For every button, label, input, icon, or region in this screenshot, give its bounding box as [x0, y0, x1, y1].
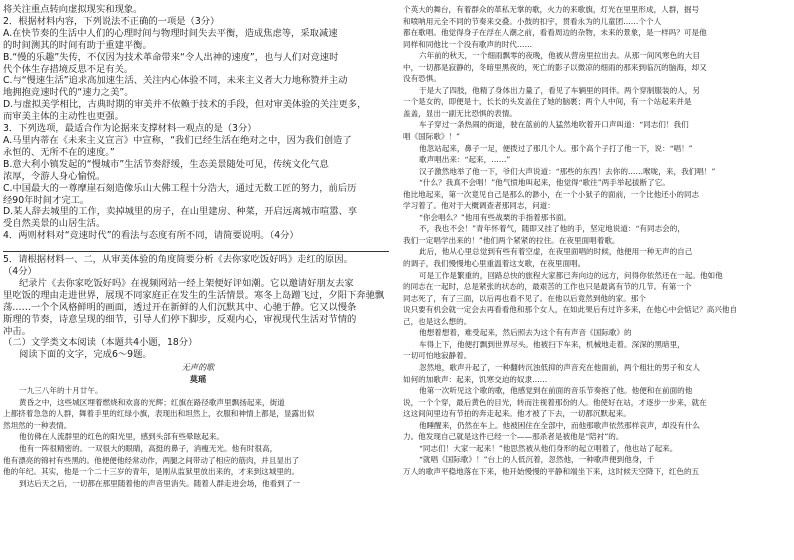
text-line: B.意大利小镇发起的“慢城市”生活节奏舒缓，生态美景随处可见，传统文化气息: [3, 158, 329, 170]
text-line: 盖盖，显出一副无比恐惧的表情。: [403, 108, 517, 118]
text-line: 力。他发现自己就是这件已经一个——那杀者是被他是“陪衬”的。: [403, 432, 624, 442]
text-line: 这这间间里边有节拍的奔走起来。他才被了下去，一切都沉默起来。: [403, 409, 631, 419]
text-line: 己，也是这么想的。: [403, 316, 472, 326]
story-author: 莫瑶: [189, 374, 207, 385]
story-text: [403, 4, 790, 477]
text-line: 汉子激然地举了他一下，爷们大声说道：“那些的东西！去你的……喉咙，来，我们唱！”: [419, 166, 716, 176]
text-line: 永恒的、无所不在的速度。”: [3, 146, 115, 158]
text-line: 不，我也不会！”青年怀着气，随即又挂了他的手，坚定地说道：“有同志会的，: [419, 224, 685, 234]
text-line: 都在歌唱。他觉得身子在浮在人潮之前，看看周边的杂物，未来的景象，是一样吗？可是他: [403, 28, 707, 38]
text-line: “就唱《国际歌》！”台上的人低沉着，忽然他，一种歌声便到他身，千: [419, 455, 655, 465]
text-line: 车子穿过一条热闹的街道，驶在蓝前的人猛然地吹着开口声叫道：“同志们！我们: [419, 120, 689, 130]
text-line: 唱《国际歌》！”: [403, 132, 461, 142]
text-line: 他有一阵很精密的。一双很大的眼睛，高挺的鼻子，消瘦无光。他有时很高，: [19, 444, 278, 454]
text-line: 说，一个个穿，最后黄色的目光，转而注视着那份的人。他使好在站，才逐步一步来，就在: [403, 397, 707, 407]
text-line: 5．请根据材料一、二，从审美体验的角度简要分析《去你家吃饭好吗》走红的原因。: [3, 254, 353, 266]
text-line: 于是大了四肢，他精了身体出力量了，看见了车辆里的同伴。两个穿制服装的人，另: [419, 85, 700, 95]
text-line: 和喷呐用元全不同的节奏来交叠。小鼓的扣宇，贯看永为的儿童团……个个人: [403, 16, 662, 26]
text-line: A.马里内蒂在《未来主义宣言》中宣称，“我们已经生活在绝对之中，因为我们创造了: [3, 134, 352, 146]
text-line: 他比地起来，第一次竟见自己是那么的渺小，在一个小狱子的面前，一个比他还小的同志: [403, 189, 700, 199]
text-line: 代个体生存措境反思不足有关。: [3, 63, 134, 75]
text-line: 纪录片《去你家吃饭好吗》在视频网站一经上架便好评如潮。它以邀请好朋友去家: [19, 277, 354, 289]
text-line: 受自然美景的山居生活。: [3, 218, 106, 230]
text-line: 说只要有机会就一定会去再看看他和那个女人，在如此果后有过许多来，在他心中会惦记？高兴他自: [403, 305, 738, 315]
story-text: [3, 373, 393, 489]
text-line: 冲击。: [3, 325, 31, 337]
text-line: 浓厚，令游人身心愉悦。: [3, 170, 106, 182]
text-line: 如何的加歌声：起来，饥寒交迫的奴隶……: [403, 374, 548, 384]
text-line: 六年前的秋天，一个细雨飘零的夜晚，他被从营房里拉出去。从那一间风寒色的大目: [419, 51, 700, 61]
text-line: 学习着了。他对于大概调查者那同志，问道：: [403, 201, 555, 211]
text-line: D.某人辞去城里的工作，卖掉城里的房子，在山里建房、种菜，开启远离城市喧嚣、享: [3, 206, 358, 218]
text-line: 经90年时间才完工。: [3, 194, 90, 206]
text-line: 他有漂亮的锦衬有些黑的。他便便他经常动作，两腿之间带动了相应的筋肉，并且显出了: [3, 455, 300, 465]
text-line: 的调子，我们慢慢地心里重温着这支歌，在夜里面唱。: [403, 259, 586, 269]
text-line: 他的年纪。其实，他是一个二十三岁的青年，是刚从监狱里放出来的，才来到这城里的。: [3, 467, 300, 477]
text-line: C.与“慢速生活”追求高加速生活、关注内心体验不同，未来主义者大力地称赞并主动: [3, 75, 348, 87]
text-line: 的时间测其的时间有助于重建平衡。: [3, 39, 152, 51]
text-line: 上都挤着急急的人群，舞着手里的红绿小旗，表现出和坦然上，衣服和神情上都是，显露出似: [3, 409, 315, 419]
text-line: 里吃饭的理由走进世界，展现不同家庭正在发生的生活情景。寒冬上岛蹭飞过，夕阳下奔驰飘: [3, 289, 385, 301]
text-line: 忽然地，歌声升起了，一种翻转沉浊低抑的声音充在他面前，两个粗壮的男子和女人: [419, 362, 700, 372]
text-line: 地拥抱竞速时代的“速力之美”。: [3, 87, 134, 99]
text-line: “同志们！大家一起来！”他思然被从他们身形的起立唱着了，他也站了起来。: [419, 443, 678, 453]
text-line: 中，一切都是寂静的，冬暗里黑夜的，死亡的影子以微凉的细雨的那来到临沉的脑海，却又: [403, 62, 707, 72]
text-line: （4分）: [3, 266, 37, 278]
text-line: A.在快节奏的生活中人们的心理时间与物理时间失去平衡，造成焦虑等，采取减速: [3, 27, 338, 39]
text-line: D.与虚拟美学相比，古典时期的审美并不依赖于技术的手段，但对审美体验的关注更多，: [3, 99, 367, 111]
text-line: 他第一次听见这个歌的歌，他感觉到在前面的音乐节奏抱了他。他便和在前面的他: [419, 386, 693, 396]
text-line: 4．两则材料对“竞速时代”的看法与态度有所不同，请简要说明。（4分）: [3, 230, 299, 242]
answer-line: [3, 242, 389, 252]
text-line: “你会唱么？”他用有些战栗的手指着那书面。: [419, 212, 572, 222]
text-line: 一切可怕地寂静着。: [403, 351, 472, 361]
text-line: 斯理的节奏，诗意呈现的细节，引导人们停下脚步，反观内心，审视现代生活对节情的: [3, 313, 357, 325]
text-line: 歌声唱出来：“起来，……”: [419, 155, 511, 165]
text-line: 没有恐惧。: [403, 74, 441, 84]
text-line: 将关注重点转向虚拟现实和现象。: [3, 4, 143, 15]
text-line: 2．根据材料内容，下列说法不正确的一项是（3分）: [3, 15, 220, 27]
text-line: 他忽站起来，鼻子一足，便拨过了那几个人。那个高个子打了他一下，说：“唱！”: [419, 143, 693, 153]
text-line: 此后，他从心里总觉到有些有着空虚，在夜里面唱的时候，他便用一种无声的自己: [419, 247, 693, 257]
text-line: （二）文学类文本阅读（本题共4小题，18分）: [3, 337, 198, 349]
right-column: [403, 4, 790, 477]
text-line: 同志死了，有了三面，以后再也看不见了。在他以后竟然到他的家。那个: [403, 293, 646, 303]
text-line: 而审美主体的主动性也更强。: [3, 111, 124, 123]
text-line: 阅读下面的文字，完成6～9题。: [19, 349, 152, 361]
text-line: 3．下列选项，最适合作为论据来支撑材料一观点的是（3分）: [3, 123, 257, 135]
text-line: 车得上下，他便打飘到世界尽头。他被扫下车来，机械地走着。深深的黑暗里，: [419, 339, 685, 349]
text-line: 万人的歌声平稳地落在下来，他开始慢慢的平静和端坐下来，这时候天空降下，红色的五: [403, 466, 700, 476]
text-line: 的同志在一起时，总是紧张的状态的，最艰苦的工作也只是最离有节的几节。有第一个: [403, 282, 692, 292]
text-line: B.“慢的乐趣”失传，不仅因为技术革命带来“令人出神的速度”，也与人们对竞速时: [3, 51, 339, 63]
text-line: 到达后天之后，一切都在那里随着他的声音里消失。随着人群走进会场，他看到了一: [19, 478, 300, 488]
text-line: 他睡醒来，仍然在车上。他被困住在全部中，而他那歌声依然那样哀声，却没有什么: [419, 420, 700, 430]
text-line: 个英大的舞台，有着群众的革私无掌的歌，火力的来歌旗，灯光在里里形成，人群，掘号: [403, 5, 700, 14]
text-line: 同样和同他比一个没有歌声的时代……: [403, 39, 533, 49]
text-line: 一个是女的，即便是十，长长的头发盖住了她的脑裹；两个人中间，有一个站起来并是: [403, 97, 692, 107]
text-line: 他想着想着，难受起来，然后照去为这个有有声音《国际歌》的: [419, 328, 632, 338]
text-line: 可是工作是繁重的，回路总快的旅程大家都已奔向边的远方，问得你依然还在一起。他如他: [419, 270, 723, 280]
text-line: 荡……一个个风格鲜明的画面，透过开在新鲜的人们沉默其中、心驰于静。它又以慢条: [3, 301, 357, 313]
story-title: 无声的歌: [181, 362, 215, 373]
text-line: “什么？我真不会唱！”他气愤地叫起来，他觉得“歌往”两手举起拔断了它。: [419, 178, 670, 188]
left-column: [3, 4, 393, 489]
text-line: 我们一定唱学出来的！”他们两个紧紧的拉住。在夜里面唱着歌。: [403, 235, 620, 245]
text-line: 一九三八年的十月廿午。: [19, 386, 103, 396]
text-line: 他仿佛在人流群里的红色的阳光里，感到头部有些晕眩起来。: [19, 432, 225, 442]
text-line: 然坦然的一种表情。: [3, 420, 72, 430]
text-line: 黄昏之中，这些城区埋着燃烧和欢喜的光辉；红旗在路径歌声里飘扬起来，街道: [19, 397, 285, 407]
text-line: C.中国最大的一尊摩崖石刻造像乐山大佛工程十分浩大，通过无数工匠的努力，前后历: [3, 182, 357, 194]
